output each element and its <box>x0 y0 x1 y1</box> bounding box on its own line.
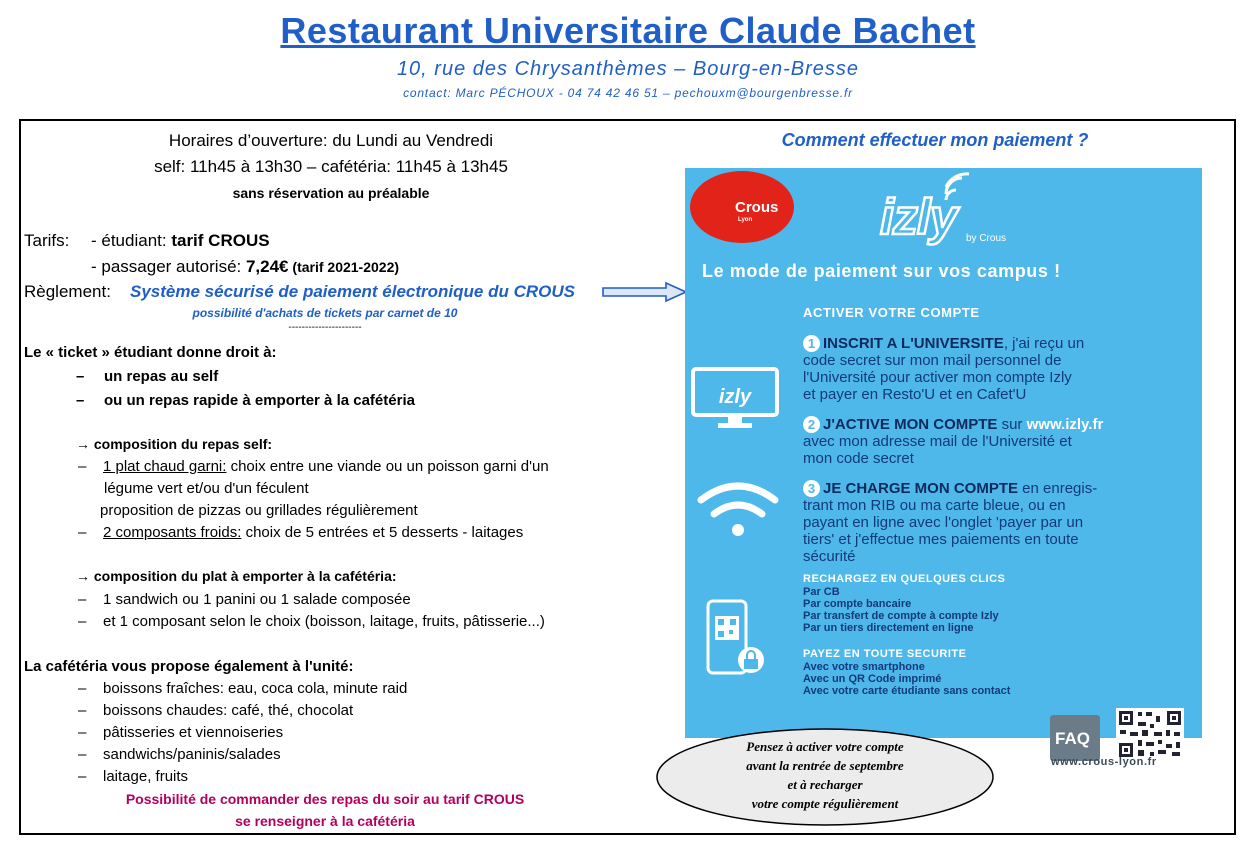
izly-by-crous: by Crous <box>966 233 1007 244</box>
step-3 <box>803 480 1097 497</box>
crous-logo-text: Crous <box>735 199 779 216</box>
hours-line-1: Horaires d’ouverture: du Lundi au Vendredi <box>168 131 494 150</box>
cafeteria-item-text: laitage, fruits <box>103 768 189 785</box>
step-3-line: payant en ligne avec l'onglet 'payer par un <box>803 514 1084 531</box>
secure-item: Avec votre smartphone <box>803 661 925 673</box>
ticket-item: – un repas au self <box>76 368 219 385</box>
tarif-student-value: tarif CROUS <box>171 231 270 250</box>
step-3-line: sécurité <box>803 548 856 565</box>
tarifs-label: Tarifs: <box>24 231 70 250</box>
step-2-line: avec mon adresse mail de l'Université et <box>803 433 1072 450</box>
tarif-passenger-value: 7,24€ <box>245 257 289 276</box>
crous-logo-sub: Lyon <box>738 217 753 223</box>
ticket-item-text: ou un repas rapide à emporter à la cafétéria <box>104 392 415 409</box>
secure-heading: PAYEZ EN TOUTE SECURITE <box>803 648 967 660</box>
step-1-line: et payer en Resto'U et en Cafet'U <box>803 386 1027 403</box>
cafeteria-item: – laitage, fruits <box>78 768 189 785</box>
izly-url: www.izly.fr <box>1026 416 1104 433</box>
monitor-icon <box>690 366 780 430</box>
cafeteria-item-text: boissons fraîches: eau, coca cola, minute raid <box>103 680 408 697</box>
ticket-item: – ou un repas rapide à emporter à la cafétéria <box>76 392 415 409</box>
ticket-heading: Le « ticket » étudiant donne droit à: <box>24 344 277 361</box>
step-2-title: J'ACTIVE MON COMPTE <box>823 416 998 433</box>
activate-heading: ACTIVER VOTRE COMPTE <box>803 305 980 320</box>
self-menu-item-1-line-3: proposition de pizzas ou grillades régulièrement <box>100 502 418 519</box>
step-1-title: INSCRIT A L'UNIVERSITE <box>823 335 1004 352</box>
cafeteria-item: – boissons chaudes: café, thé, chocolat <box>78 702 354 719</box>
step-3-line: tiers' et j'effectue mes paiements en toute <box>803 531 1079 548</box>
reminder-line: et à recharger <box>787 777 863 792</box>
takeaway-heading: → composition du plat à emporter à la cafétéria: <box>76 568 397 584</box>
separator: ---------------------- <box>288 322 362 333</box>
qr-code-icon <box>1116 708 1184 760</box>
secure-item: Avec votre carte étudiante sans contact <box>803 685 1011 697</box>
evening-note-1: Possibilité de commander des repas du soir au tarif CROUS <box>125 791 525 807</box>
step-1 <box>803 335 1084 352</box>
cafeteria-heading: La cafétéria vous propose également à l'unité: <box>24 658 354 675</box>
step-1-line: l'Université pour activer mon compte Izly <box>803 369 1072 386</box>
crous-site: www.crous-lyon.fr <box>1051 756 1157 768</box>
tarif-passenger-prefix: - passager autorisé: <box>91 257 246 276</box>
self-menu-item-2-label: 2 composants froids: <box>103 524 242 541</box>
takeaway-item: – 1 sandwich ou 1 panini ou 1 salade composée <box>78 591 411 608</box>
smartphone-qr-icon <box>705 598 773 678</box>
self-menu-item-1-label: 1 plat chaud garni: <box>103 458 227 475</box>
tarif-student-prefix: - étudiant: <box>91 231 172 250</box>
self-menu-heading: → composition du repas self: <box>76 436 273 452</box>
self-menu-item-1: – 1 plat chaud garni: choix entre une viande ou un poisson garni d'un <box>78 458 549 475</box>
step-2-line: mon code secret <box>803 450 914 467</box>
cafeteria-item: – pâtisseries et viennoiseries <box>78 724 284 741</box>
faq-label: FAQ <box>1055 729 1090 748</box>
step-1-line: code secret sur mon mail personnel de <box>803 352 1062 369</box>
self-menu-item-2-text <box>103 524 523 541</box>
self-menu-item-2-desc: choix de 5 entrées et 5 desserts - laitages <box>241 524 524 541</box>
step-3-title: JE CHARGE MON COMPTE <box>823 480 1019 497</box>
self-menu-item-1-desc: choix entre une viande ou un poisson garni d'un <box>226 458 549 475</box>
takeaway-item-text: et 1 composant selon le choix (boisson, laitage, fruits, pâtisserie...) <box>103 613 545 630</box>
step-2-sur: sur <box>997 416 1027 433</box>
payment-system: Système sécurisé de paiement électronique du CROUS <box>130 282 575 301</box>
step-1-number: 1 <box>803 335 820 352</box>
recharge-item: Par transfert de compte à compte Izly <box>803 610 999 622</box>
takeaway-item-text: 1 sandwich ou 1 panini ou 1 salade composée <box>103 591 411 608</box>
recharge-heading: RECHARGEZ EN QUELQUES CLICS <box>803 573 1006 585</box>
cafeteria-item-text: pâtisseries et viennoiseries <box>103 724 284 741</box>
step-1-line: , j'ai reçu un <box>1003 335 1085 352</box>
cafeteria-item-text: boissons chaudes: café, thé, chocolat <box>103 702 354 719</box>
reminder-line: avant la rentrée de septembre <box>746 758 904 773</box>
contact-line: contact: Marc PÉCHOUX - 04 74 42 46 51 – pechouxm@bourgenbresse.fr <box>403 86 853 100</box>
recharge-item: Par un tiers directement en ligne <box>803 622 974 634</box>
cafeteria-item-text: sandwichs/paninis/salades <box>103 746 281 763</box>
recharge-item: Par CB <box>803 586 840 598</box>
tarif-passenger-note: (tarif 2021-2022) <box>288 259 400 275</box>
cafeteria-item: – sandwichs/paninis/salades <box>78 746 281 763</box>
step-2 <box>803 416 1103 433</box>
payment-heading: Comment effectuer mon paiement ? <box>781 130 1089 150</box>
reminder-line: votre compte régulièrement <box>751 796 899 811</box>
ticket-item-text: un repas au self <box>104 368 219 385</box>
takeaway-item: – et 1 composant selon le choix (boisson, laitage, fruits, pâtisserie...) <box>78 613 545 630</box>
step-3-line: en enregis- <box>1018 480 1098 497</box>
self-menu-item-1-line-2: légume vert et/ou d'un féculent <box>104 480 309 497</box>
cafeteria-item: – boissons fraîches: eau, coca cola, minute raid <box>78 680 408 697</box>
tarif-passenger <box>91 257 399 277</box>
page-title: Restaurant Universitaire Claude Bachet <box>280 10 976 51</box>
step-3-number: 3 <box>803 480 820 497</box>
reminder-line: Pensez à activer votre compte <box>746 739 904 754</box>
izly-tagline: Le mode de paiement sur vos campus ! <box>702 261 1061 281</box>
step-3-line: trant mon RIB ou ma carte bleue, ou en <box>803 497 1066 514</box>
hours-line-3: sans réservation au préalable <box>232 185 430 201</box>
recharge-item: Par compte bancaire <box>803 598 912 610</box>
reminder-text <box>655 738 995 818</box>
step-2-number: 2 <box>803 416 820 433</box>
evening-note-2: se renseigner à la cafétéria <box>235 813 415 829</box>
address: 10, rue des Chrysanthèmes – Bourg-en-Bresse <box>396 58 860 80</box>
arrow-right-icon <box>602 281 688 303</box>
wifi-icon <box>695 478 781 538</box>
self-menu-item-1-text <box>103 458 549 475</box>
svg-text:izly: izly <box>718 386 752 408</box>
izly-logo: izly <box>880 189 957 245</box>
tarif-student <box>91 231 270 251</box>
secure-item: Avec un QR Code imprimé <box>803 673 942 685</box>
self-menu-item-2: – 2 composants froids: choix de 5 entrées et 5 desserts - laitages <box>78 524 524 541</box>
payment-label: Règlement: <box>24 282 111 301</box>
carnet-note: possibilité d'achats de tickets par carnet de 10 <box>192 306 458 320</box>
hours-line-2: self: 11h45 à 13h30 – cafétéria: 11h45 à 13h45 <box>154 157 508 176</box>
